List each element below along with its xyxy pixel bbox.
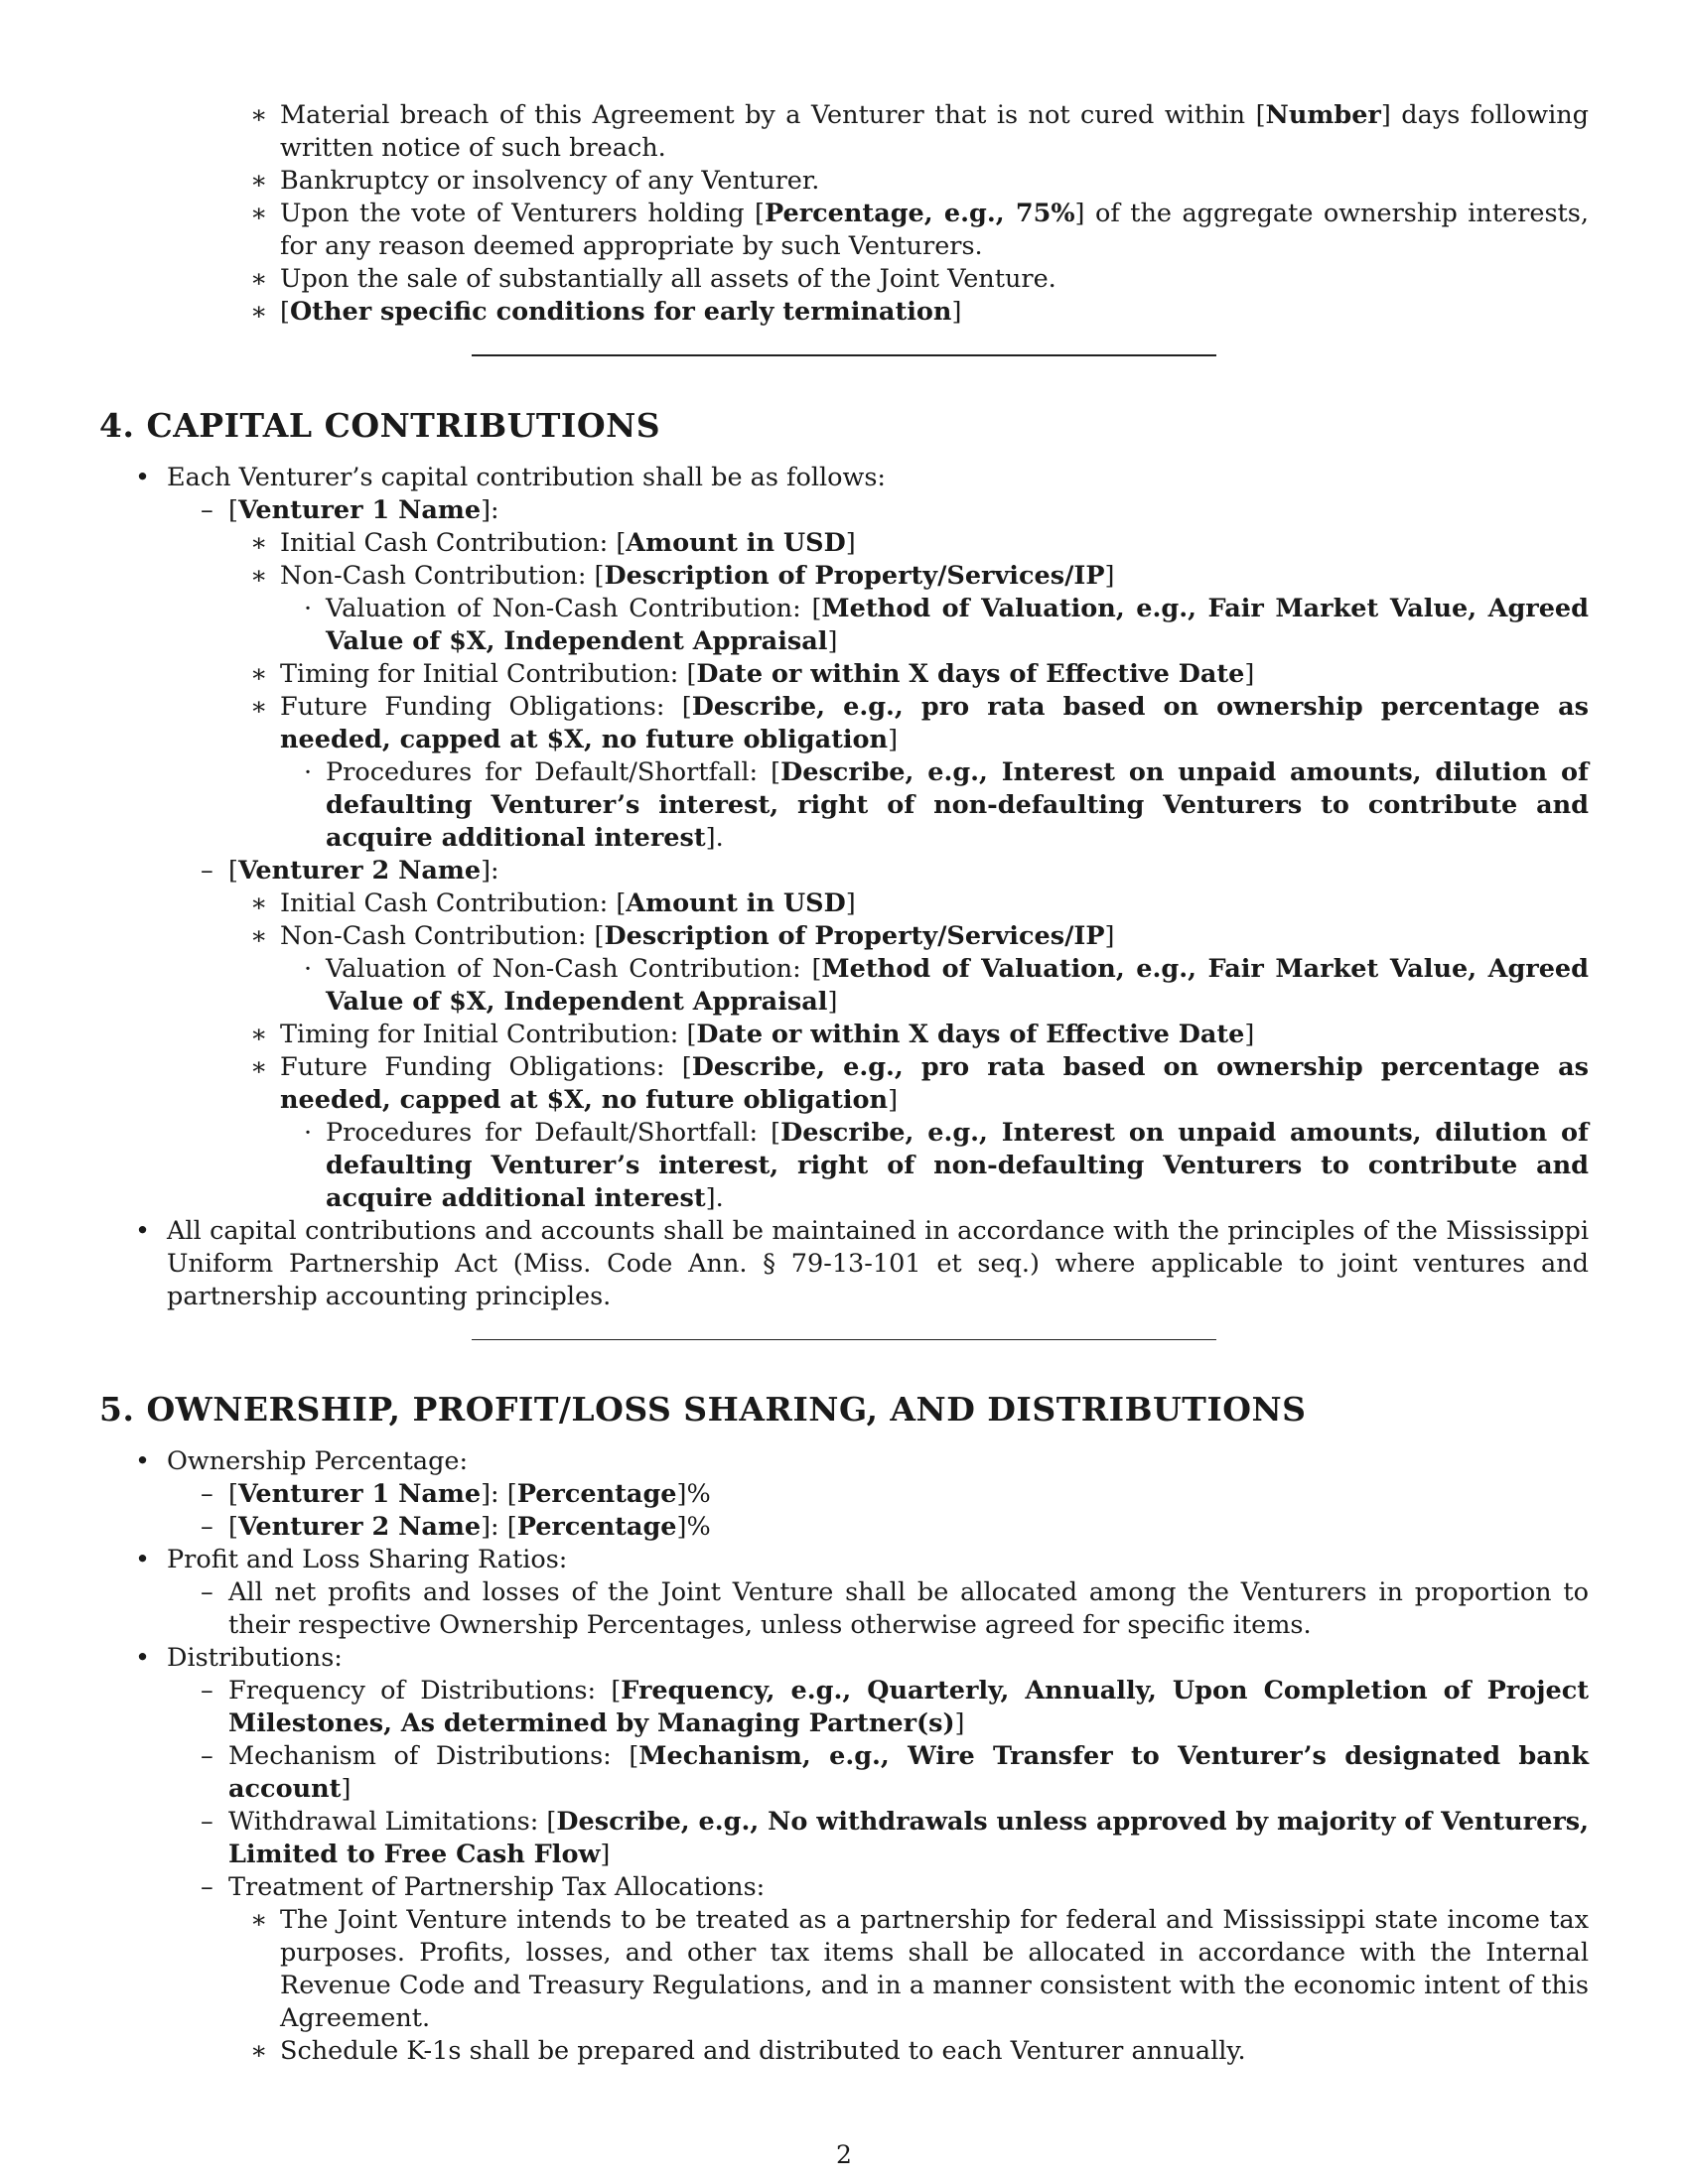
list-item: ∗ Timing for Initial Contribution: [Date or within X days of Effective Date] — [250, 659, 1255, 689]
list-item: ∗ [Other specific conditions for early termination] — [250, 297, 962, 327]
list-item: ∗ Non-Cash Contribution: [Description of Property/Services/IP] — [250, 921, 1115, 951]
list-item: ∗ Initial Cash Contribution: [Amount in USD] — [250, 528, 856, 558]
section-divider — [472, 1339, 1216, 1340]
list-item: – All net profits and losses of the Joint Venture shall be allocated among the Venturers in proportion to their respective Ownership Percentages, unless otherwise agreed for specific items. — [201, 1577, 1589, 1640]
section-5-heading: 5. OWNERSHIP, PROFIT/LOSS SHARING, AND DISTRIBUTIONS — [99, 1390, 1307, 1429]
list-item: ∗ Material breach of this Agreement by a Venturer that is not cured within [Number] days following written notice of such breach. — [250, 100, 1589, 163]
list-item: ∗ Future Funding Obligations: [Describe, e.g., pro rata based on ownership percentage as needed, capped at $X, no future obligation] — [250, 1052, 1589, 1115]
termination-list — [99, 99, 1589, 329]
list-item: ∗ Upon the sale of substantially all assets of the Joint Venture. — [250, 264, 1056, 294]
section-4-heading: 4. CAPITAL CONTRIBUTIONS — [99, 406, 661, 445]
list-item: – [Venturer 2 Name]: [Percentage]% — [201, 1512, 711, 1542]
list-item: · Procedures for Default/Shortfall: [Describe, e.g., Interest on unpaid amounts, dilution of defaulting Venturer’s interest, right of non-defaulting Venturers to contribute and acquire additional interest]. — [304, 1118, 1589, 1213]
list-item: • All capital contributions and accounts shall be maintained in accordance with the principles of the Mississippi Uniform Partnership Act (Miss. Code Ann. § 79-13-101 et seq.) where applicable to joint ventures and partnership accounting principles. — [135, 1216, 1589, 1311]
list-item: – Withdrawal Limitations: [Describe, e.g., No withdrawals unless approved by majority of Venturers, Limited to Free Cash Flow] — [201, 1807, 1589, 1869]
list-item: · Valuation of Non-Cash Contribution: [Method of Valuation, e.g., Fair Market Value, Agreed Value of $X, Independent Appraisal] — [304, 954, 1589, 1017]
list-item: ∗ Timing for Initial Contribution: [Date or within X days of Effective Date] — [250, 1020, 1255, 1049]
list-item: ∗ Schedule K-1s shall be prepared and distributed to each Venturer annually. — [250, 2036, 1246, 2066]
list-item: ∗ Bankruptcy or insolvency of any Venturer. — [250, 166, 820, 196]
list-item: • Profit and Loss Sharing Ratios: — [135, 1545, 568, 1574]
list-item: ∗ The Joint Venture intends to be treated as a partnership for federal and Mississippi state income tax purposes. Profits, losses, and other tax items shall be allocated in accordance with the Internal Revenue Code and Treasury Regulations, and in a manner consistent with the economic intent of this Agreement. — [250, 1905, 1589, 2033]
list-item: ∗ Upon the vote of Venturers holding [Percentage, e.g., 75%] of the aggregate ownership interests, for any reason deemed appropriate by such Venturers. — [250, 199, 1589, 261]
list-item: – [Venturer 1 Name]: [Percentage]% — [201, 1479, 711, 1509]
list-item: – Frequency of Distributions: [Frequency, e.g., Quarterly, Annually, Upon Completion of Project Milestones, As determined by Managing Partner(s)] — [201, 1676, 1590, 1738]
section-5-body — [99, 1445, 1589, 2068]
list-item: – Mechanism of Distributions: [Mechanism, e.g., Wire Transfer to Venturer’s designated bank account] — [201, 1741, 1589, 1804]
list-item: ∗ Non-Cash Contribution: [Description of Property/Services/IP] — [250, 561, 1115, 591]
list-item: ∗ Initial Cash Contribution: [Amount in USD] — [250, 888, 856, 918]
page-number: 2 — [836, 2140, 852, 2169]
list-item: – Treatment of Partnership Tax Allocations: — [201, 1872, 766, 1902]
list-item: • Each Venturer’s capital contribution shall be as follows: — [135, 463, 887, 492]
section-4-body — [99, 462, 1589, 1313]
list-item: ∗ Future Funding Obligations: [Describe, e.g., pro rata based on ownership percentage as needed, capped at $X, no future obligation] — [250, 692, 1589, 754]
document-page — [99, 99, 1589, 2068]
list-item: • Ownership Percentage: — [135, 1446, 469, 1476]
section-divider — [472, 354, 1216, 356]
list-item: • Distributions: — [135, 1643, 343, 1673]
venturer-2-heading: – [Venturer 2 Name]: — [201, 856, 499, 886]
venturer-1-heading: – [Venturer 1 Name]: — [201, 495, 499, 525]
list-item: · Valuation of Non-Cash Contribution: [Method of Valuation, e.g., Fair Market Value, Agreed Value of $X, Independent Appraisal] — [304, 594, 1589, 656]
list-item: · Procedures for Default/Shortfall: [Describe, e.g., Interest on unpaid amounts, dilution of defaulting Venturer’s interest, right of non-defaulting Venturers to contribute and acquire additional interest]. — [304, 757, 1589, 853]
